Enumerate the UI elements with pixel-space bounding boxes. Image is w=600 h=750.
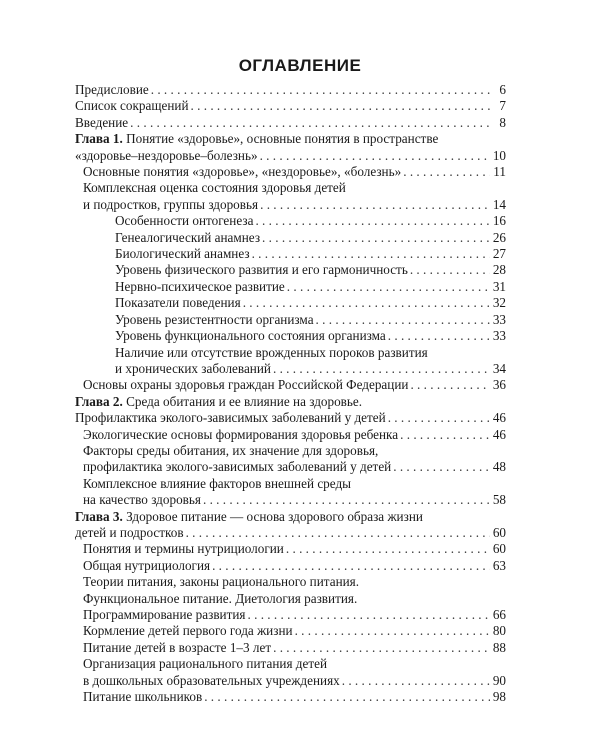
entry-text-line1: Здоровое питание — основа здорового образа жизни xyxy=(126,508,423,524)
entry-text-line1: Комплексное влияние факторов внешней среды xyxy=(83,475,352,491)
entry-text: Основные понятия «здоровье», «нездоровье», «болезнь» xyxy=(83,164,402,180)
toc-entry xyxy=(75,689,506,705)
entry-page: 7 xyxy=(499,98,506,114)
entry-page: 90 xyxy=(492,672,506,688)
entry-text: и подростков, группы здоровья xyxy=(83,196,259,212)
entry-text: Питание детей в возрасте 1–3 лет xyxy=(83,639,272,655)
toc-entry xyxy=(75,180,506,213)
entry-page: 36 xyxy=(492,377,506,393)
entry-page: 6 xyxy=(499,82,506,97)
entry-text: Среда обитания и ее влияние на здоровье. xyxy=(126,393,363,409)
toc-entry xyxy=(75,443,506,476)
entry-text-line1: Организация рационального питания детей xyxy=(83,656,328,672)
entry-page: 48 xyxy=(492,459,506,475)
toc-entry xyxy=(75,476,506,509)
toc-entry-chapter-2 xyxy=(75,394,506,410)
entry-text: детей и подростков xyxy=(75,524,184,540)
entry-text: Уровень физического развития и его гармоничность xyxy=(115,262,408,278)
toc-entry xyxy=(75,574,506,590)
entry-text: Профилактика эколого-зависимых заболеваний у детей xyxy=(75,410,386,426)
toc-entry xyxy=(75,427,506,443)
entry-text: Теории питания, законы рационального питания. xyxy=(83,574,360,590)
chapter-label: Глава 2. xyxy=(75,393,123,409)
entry-text: Биологический анамнез xyxy=(115,246,250,262)
entry-page: 88 xyxy=(492,639,506,655)
chapter-label: Глава 1. xyxy=(75,131,123,147)
entry-text: Особенности онтогенеза xyxy=(115,213,254,229)
entry-page: 34 xyxy=(492,360,506,376)
entry-text: Программирование развития xyxy=(83,607,246,622)
entry-page: 11 xyxy=(493,164,506,180)
entry-text: Функциональное питание. Диетология развития. xyxy=(83,590,358,606)
entry-page: 26 xyxy=(492,229,506,245)
toc-entry xyxy=(75,623,506,639)
entry-page: 60 xyxy=(492,524,506,540)
entry-page: 80 xyxy=(492,623,506,639)
entry-text: профилактика эколого-зависимых заболеваний у детей xyxy=(83,459,392,475)
toc-entry xyxy=(75,246,506,262)
toc-entry xyxy=(75,541,506,557)
toc-entry xyxy=(75,640,506,656)
toc-entry-chapter-1 xyxy=(75,131,506,164)
entry-page: 58 xyxy=(492,492,506,508)
toc-entry xyxy=(75,591,506,607)
entry-page: 46 xyxy=(492,426,506,442)
entry-page: 32 xyxy=(492,295,506,311)
entry-page: 31 xyxy=(492,278,506,294)
page-title: ОГЛАВЛЕНИЕ xyxy=(238,56,362,75)
toc-entry xyxy=(75,558,506,574)
entry-page: 98 xyxy=(492,689,506,705)
entry-text: Понятия и термины нутрициологии xyxy=(83,541,284,557)
entry-text: Уровень резистентности организма xyxy=(115,311,314,327)
entry-text: Общая нутрициология xyxy=(83,557,211,573)
entry-page: 27 xyxy=(492,246,506,262)
entry-text: Список сокращений xyxy=(75,98,189,114)
entry-text-line1: Комплексная оценка состояния здоровья детей xyxy=(83,180,346,196)
toc-entry xyxy=(75,328,506,344)
toc-entry xyxy=(75,312,506,328)
toc-entry-introduction xyxy=(75,115,506,131)
entry-text: Нервно-психическое развитие xyxy=(115,278,285,294)
entry-text-line1: Наличие или отсутствие врожденных пороков развития xyxy=(115,344,428,360)
entry-text: в дошкольных образовательных учреждениях xyxy=(83,672,340,688)
entry-text: Показатели поведения xyxy=(115,295,241,311)
entry-page: 8 xyxy=(499,114,506,130)
entry-text: «здоровье–нездоровье–болезнь» xyxy=(75,147,258,163)
entry-text-line1: Понятие «здоровье», основные понятия в пространстве xyxy=(126,131,439,147)
entry-text: Экологические основы формирования здоровья ребенка xyxy=(83,426,399,442)
entry-page: 14 xyxy=(492,196,506,212)
entry-page: 16 xyxy=(492,213,506,229)
entry-page: 60 xyxy=(492,541,506,557)
entry-page: 63 xyxy=(492,557,506,573)
toc-entry xyxy=(75,164,506,180)
entry-text: на качество здоровья xyxy=(83,492,201,508)
entry-text: Уровень функционального состояния организма xyxy=(115,328,386,344)
entry-text: Питание школьников xyxy=(83,689,203,705)
entry-text: Основы охраны здоровья граждан Российской Федерации xyxy=(83,377,409,393)
entry-page: 46 xyxy=(492,410,506,426)
table-of-contents xyxy=(75,82,506,705)
toc-entry xyxy=(75,295,506,311)
toc-entry xyxy=(75,656,506,689)
entry-text: Кормление детей первого года жизни xyxy=(83,623,293,639)
entry-text-line1: Факторы среды обитания, их значение для здоровья, xyxy=(83,442,379,458)
toc-entry-abbreviations xyxy=(75,98,506,114)
entry-page: 66 xyxy=(492,607,506,622)
toc-entry xyxy=(75,262,506,278)
entry-text: и хронических заболеваний xyxy=(115,360,271,376)
chapter-label: Глава 3. xyxy=(75,508,123,524)
toc-entry xyxy=(75,230,506,246)
entry-page: 33 xyxy=(492,311,506,327)
entry-text: Предисловие xyxy=(75,82,149,97)
toc-entry xyxy=(75,213,506,229)
entry-page: 33 xyxy=(492,328,506,344)
toc-entry-chapter-3 xyxy=(75,509,506,542)
toc-entry xyxy=(75,377,506,393)
toc-entry xyxy=(75,345,506,378)
entry-page: 10 xyxy=(492,147,506,163)
entry-text: Введение xyxy=(75,114,129,130)
entry-text: Генеалогический анамнез xyxy=(115,229,261,245)
toc-entry xyxy=(75,279,506,295)
toc-entry xyxy=(75,410,506,426)
toc-entry-preface xyxy=(75,82,506,98)
entry-page: 28 xyxy=(492,262,506,278)
toc-entry xyxy=(75,607,506,623)
